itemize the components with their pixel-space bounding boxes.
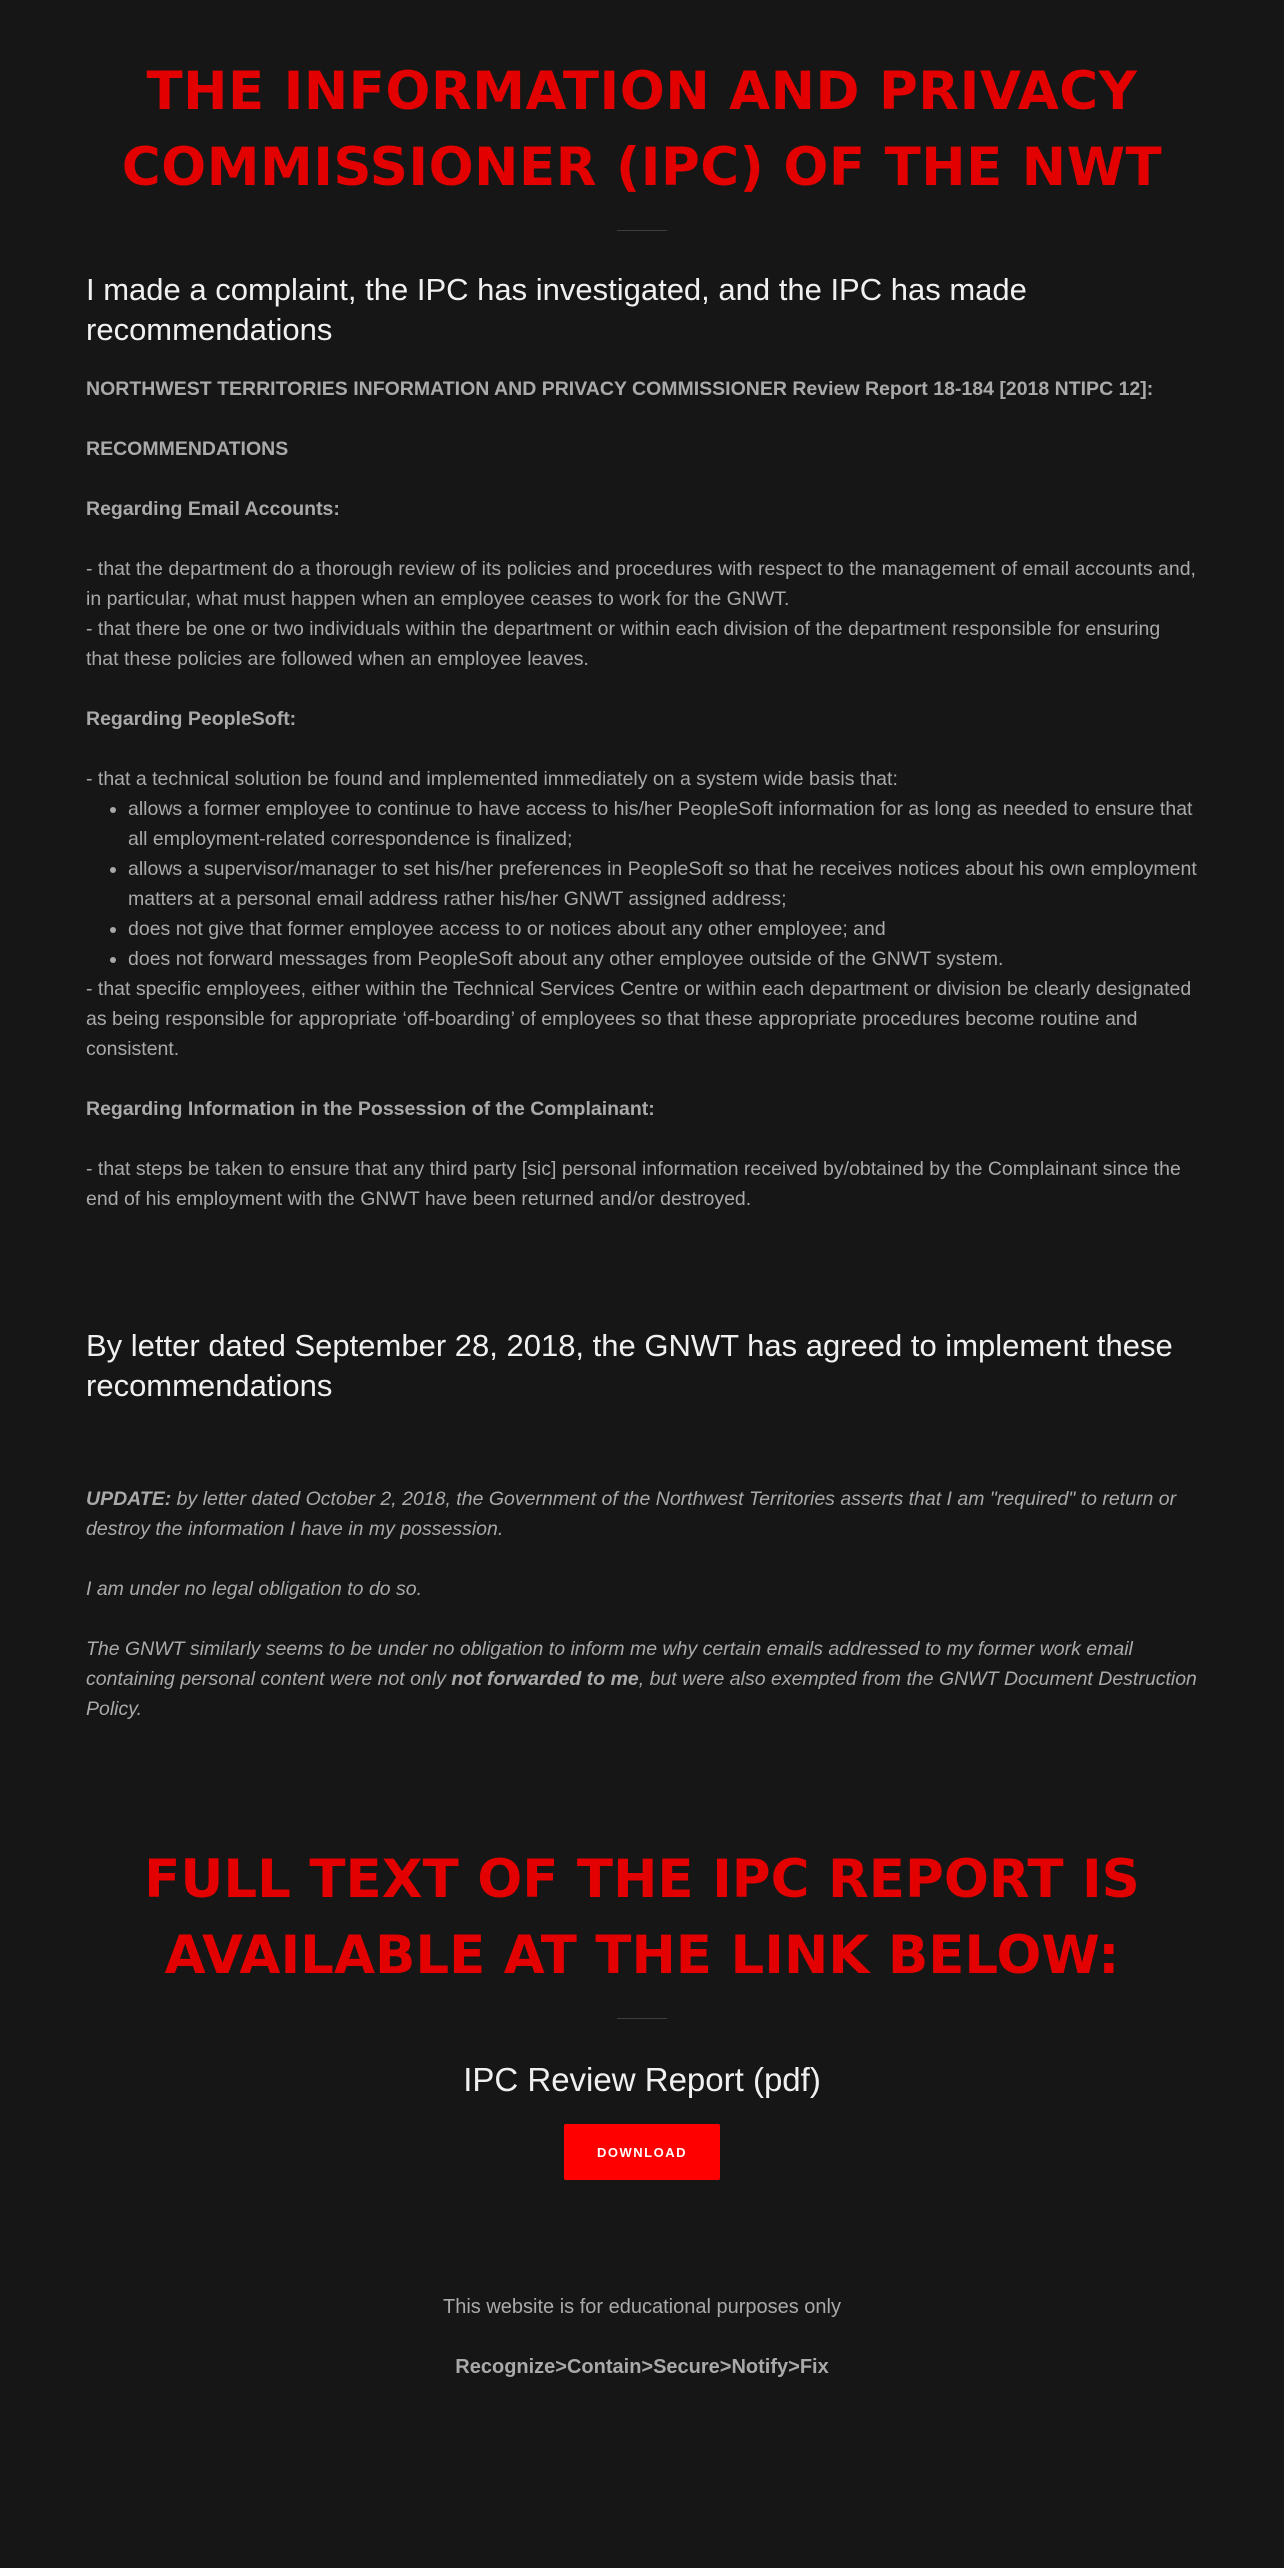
section-heading-complaint: I made a complaint, the IPC has investigated, and the IPC has made recommendations xyxy=(86,272,1027,347)
peoplesoft-label: Regarding PeopleSoft: xyxy=(86,708,297,730)
peoplesoft-bullet-list xyxy=(86,794,1198,974)
report-reference: NORTHWEST TERRITORIES INFORMATION AND PRIVACY COMMISSIONER Review Report 18-184 [2018 NTIPC 12]: xyxy=(86,378,1154,400)
title-divider xyxy=(617,230,667,231)
email-recommendation: - that the department do a thorough review of its policies and procedures with respect to the management of email accounts and, in particular, what must happen when an employee ceases to work for the GNWT. xyxy=(86,558,1196,610)
disclaimer-text: This website is for educational purposes only xyxy=(443,2296,841,2318)
list-item: • allows a supervisor/manager to set his/her preferences in PeopleSoft so that he receives notices about his own employment matters at a personal email address rather his/her GNWT assigned address; xyxy=(128,854,1198,914)
download-section-title: FULL TEXT OF THE IPC REPORT IS AVAILABLE AT THE LINK BELOW: xyxy=(144,1849,1140,1986)
update-section xyxy=(86,1326,1198,1724)
download-button[interactable]: DOWNLOAD xyxy=(564,2124,720,2180)
download-divider xyxy=(617,2018,667,2019)
page-title: THE INFORMATION AND PRIVACY COMMISSIONER (IPC) OF THE NWT xyxy=(121,61,1163,198)
peoplesoft-intro: - that a technical solution be found and implemented immediately on a system wide basis that: xyxy=(86,768,898,790)
complainant-label: Regarding Information in the Possession of the Complainant: xyxy=(86,1098,655,1120)
complainant-recommendation: - that steps be taken to ensure that any third party [sic] personal information received by/obtained by the Complainant since the end of his employment with the GNWT have been returned and/or destroyed. xyxy=(86,1158,1181,1210)
update-label: UPDATE: xyxy=(86,1488,172,1510)
file-title: IPC Review Report (pdf) xyxy=(463,2061,821,2098)
recommendations-section xyxy=(86,270,1198,1214)
list-item: • does not give that former employee access to or notices about any other employee; and xyxy=(128,914,1198,944)
list-item: • does not forward messages from PeopleSoft about any other employee outside of the GNWT system. xyxy=(128,944,1198,974)
footer-tagline: Recognize>Contain>Secure>Notify>Fix xyxy=(455,2356,829,2378)
gnwt-obligation-paragraph: The GNWT similarly seems to be under no obligation to inform me why certain emails addressed to my former work email containing personal content were not only not forwarded to me, but were also exempted from the GNWT Document Destruction Policy. xyxy=(86,1638,1197,1720)
section-heading-agreement: By letter dated September 28, 2018, the GNWT has agreed to implement these recommendations xyxy=(86,1328,1173,1403)
recommendations-label: RECOMMENDATIONS xyxy=(86,438,289,460)
email-recommendation: - that there be one or two individuals within the department or within each division of the department responsible for ensuring that these policies are followed when an employee leaves. xyxy=(86,618,1161,670)
email-accounts-label: Regarding Email Accounts: xyxy=(86,498,340,520)
list-item: • allows a former employee to continue to have access to his/her PeopleSoft information for as long as needed to ensure that all employment-related correspondence is finalized; xyxy=(128,794,1198,854)
update-paragraph: UPDATE: by letter dated October 2, 2018, the Government of the Northwest Territories asserts that I am "required" to return or destroy the information I have in my possession. xyxy=(86,1488,1177,1540)
peoplesoft-outro: - that specific employees, either within the Technical Services Centre or within each department or division be clearly designated as being responsible for appropriate ‘off-boarding’ of employees so that these appropriate procedures become routine and consistent. xyxy=(86,978,1192,1060)
no-obligation-paragraph: I am under no legal obligation to do so. xyxy=(86,1578,423,1600)
